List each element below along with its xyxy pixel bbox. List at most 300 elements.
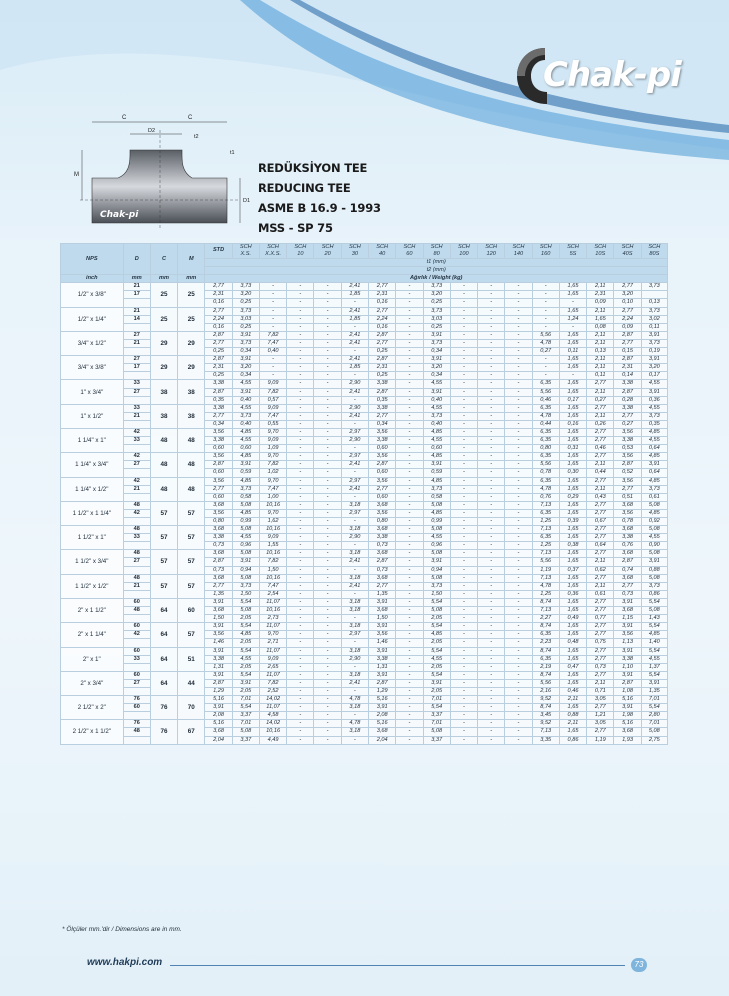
value-cell: 1,65 [559,671,586,679]
value-cell: 0,62 [587,566,614,574]
value-cell: 1,31 [205,663,232,671]
d-cell: 42 [123,453,150,461]
value-cell: 4,55 [423,534,450,542]
value-cell: 3,68 [369,550,396,558]
d-cell: 21 [123,339,150,347]
value-cell: 3,91 [641,461,667,469]
value-cell: 7,47 [259,485,286,493]
value-cell: 3,73 [232,339,259,347]
value-cell: 7,01 [641,696,667,704]
value-cell: 5,56 [532,679,559,687]
brand-logo-text: Chak-pi [543,55,681,95]
d-cell: 48 [123,607,150,615]
nps-cell: 1 1/4" x 1/2" [61,477,124,501]
value-cell: 5,08 [641,501,667,509]
value-cell: - [450,323,477,331]
value-cell: - [478,704,505,712]
value-cell: 2,54 [259,590,286,598]
value-cell: 3,91 [232,331,259,339]
value-cell: 0,59 [232,469,259,477]
value-cell: - [505,720,532,728]
value-cell: 2,41 [341,485,368,493]
value-cell: 2,05 [423,687,450,695]
value-cell: 4,58 [259,712,286,720]
col-header-sch [559,244,586,259]
header-row-units [61,275,668,283]
value-cell: - [396,339,423,347]
value-cell: 1,37 [641,663,667,671]
col-header-sch [505,244,532,259]
sch-label: SCH [430,244,443,250]
value-cell: - [505,574,532,582]
value-cell: 3,38 [205,404,232,412]
value-cell: 2,77 [587,509,614,517]
value-cell: 1,65 [559,331,586,339]
value-cell: - [478,453,505,461]
value-cell: 0,39 [559,518,586,526]
value-cell: 0,27 [532,348,559,356]
m-cell: 38 [178,404,205,428]
value-cell: - [396,428,423,436]
value-cell: 3,56 [369,509,396,517]
value-cell: 2,31 [369,364,396,372]
value-cell: - [396,364,423,372]
value-cell: 2,24 [369,315,396,323]
title-standard-asme: ASME B 16.9 - 1993 [258,201,381,215]
sch-label: SCH [621,244,634,250]
value-cell: - [450,696,477,704]
value-cell: 0,27 [614,420,641,428]
value-cell: - [314,631,341,639]
col-header-sch [641,244,667,259]
c-cell: 57 [150,526,177,550]
value-cell: - [396,372,423,380]
value-cell: - [478,493,505,501]
value-cell: - [314,574,341,582]
value-cell: - [287,598,314,606]
value-cell: - [478,534,505,542]
value-cell: 4,78 [532,339,559,347]
value-cell: 1,09 [259,445,286,453]
value-cell: 1,13 [614,639,641,647]
value-cell: 2,11 [587,307,614,315]
nps-cell: 1 1/2" x 1" [61,526,124,550]
sch-label: SCH [594,244,607,250]
value-cell: 1,65 [559,412,586,420]
value-cell: 10,16 [259,607,286,615]
value-cell: 3,73 [641,283,667,291]
value-cell: 7,47 [259,412,286,420]
sch-value: X.X.S. [265,251,281,257]
table-row [61,623,668,631]
value-cell: - [259,372,286,380]
value-cell: 1,65 [559,526,586,534]
value-cell: 7,13 [532,550,559,558]
value-cell: 1,65 [559,388,586,396]
value-cell: 5,08 [423,550,450,558]
value-cell: 0,25 [369,372,396,380]
value-cell: - [341,736,368,744]
value-cell: 2,41 [341,283,368,291]
col-header-sch [287,244,314,259]
value-cell: 9,70 [259,428,286,436]
value-cell: 7,01 [232,720,259,728]
value-cell: - [505,526,532,534]
value-cell: - [341,663,368,671]
svg-text:M: M [74,172,79,178]
value-cell: 4,49 [259,736,286,744]
value-cell: 7,13 [532,728,559,736]
value-cell: 1,65 [559,582,586,590]
value-cell: - [341,469,368,477]
value-cell: - [478,307,505,315]
value-cell: 3,37 [423,736,450,744]
value-cell: - [287,339,314,347]
value-cell: 2,11 [587,461,614,469]
value-cell: 3,73 [641,582,667,590]
table-row [61,428,668,436]
value-cell: - [505,469,532,477]
value-cell: - [450,728,477,736]
sch-value: 5S [569,251,577,257]
value-cell: - [505,704,532,712]
d-cell: 48 [123,526,150,534]
value-cell: 5,08 [423,501,450,509]
value-cell: 2,05 [423,615,450,623]
value-cell: 1,25 [532,518,559,526]
value-cell: 0,51 [614,493,641,501]
nps-cell: 2" x 3/4" [61,671,124,695]
value-cell: 2,11 [587,485,614,493]
value-cell: 1,65 [559,437,586,445]
value-cell: 0,59 [423,469,450,477]
value-cell: - [505,639,532,647]
value-cell: - [478,623,505,631]
value-cell: 3,91 [232,461,259,469]
value-cell: - [478,736,505,744]
value-cell: 0,78 [532,469,559,477]
value-cell: - [450,348,477,356]
value-cell: 1,65 [559,631,586,639]
value-cell: - [396,291,423,299]
value-cell: 1,50 [369,615,396,623]
value-cell: 0,64 [641,469,667,477]
value-cell: 2,77 [369,582,396,590]
value-cell: 3,18 [341,574,368,582]
value-cell: 3,91 [614,647,641,655]
value-cell: - [314,485,341,493]
table-row [61,477,668,485]
value-cell: 6,35 [532,477,559,485]
value-cell: - [450,509,477,517]
value-cell: 6,35 [532,404,559,412]
nps-cell: 1 1/4" x 3/4" [61,453,124,477]
value-cell: 3,18 [341,598,368,606]
value-cell: 3,18 [341,647,368,655]
value-cell: 2,41 [341,582,368,590]
value-cell: 2,77 [205,485,232,493]
value-cell: 0,47 [559,663,586,671]
m-cell: 25 [178,283,205,307]
d-cell: 14 [123,315,150,323]
d-cell [123,615,150,623]
value-cell: - [450,453,477,461]
value-cell: - [341,590,368,598]
value-cell: 0,48 [559,639,586,647]
value-cell: - [478,509,505,517]
value-cell: 3,73 [423,307,450,315]
value-cell: - [505,453,532,461]
value-cell: 3,73 [232,283,259,291]
value-cell: - [450,518,477,526]
value-cell: - [341,445,368,453]
d-cell [123,639,150,647]
value-cell: 2,77 [587,631,614,639]
value-cell: 2,31 [614,364,641,372]
t1-label: t1 (mm) [205,259,668,267]
value-cell: 0,35 [641,420,667,428]
value-cell: - [287,445,314,453]
d-cell [123,712,150,720]
value-cell: 2,77 [587,380,614,388]
value-cell: 3,18 [341,501,368,509]
value-cell: 0,60 [205,493,232,501]
d-cell [123,445,150,453]
value-cell: 2,87 [369,331,396,339]
value-cell: - [396,307,423,315]
value-cell: - [287,364,314,372]
sch-label: SCH [539,244,552,250]
value-cell: 0,16 [205,299,232,307]
value-cell: 5,08 [423,574,450,582]
value-cell: - [396,542,423,550]
c-cell: 64 [150,598,177,622]
value-cell: 2,90 [341,404,368,412]
value-cell: - [505,404,532,412]
value-cell: - [478,598,505,606]
value-cell: - [259,291,286,299]
value-cell: - [396,639,423,647]
value-cell: - [478,364,505,372]
d-cell: 21 [123,412,150,420]
value-cell: - [314,356,341,364]
value-cell: - [450,566,477,574]
value-cell: 3,56 [614,428,641,436]
value-cell: 2,05 [423,663,450,671]
value-cell: 7,82 [259,679,286,687]
c-cell: 57 [150,501,177,525]
value-cell: 3,56 [205,631,232,639]
sch-value: 140 [513,251,524,257]
value-cell: 5,56 [532,331,559,339]
value-cell: 0,60 [423,445,450,453]
value-cell: - [478,501,505,509]
value-cell: 2,77 [205,412,232,420]
sch-value: 20 [324,251,331,257]
value-cell: - [314,299,341,307]
value-cell: 3,68 [614,550,641,558]
value-cell: - [287,687,314,695]
value-cell: 0,80 [205,518,232,526]
value-cell: - [505,558,532,566]
value-cell: - [287,291,314,299]
value-cell: 5,54 [232,623,259,631]
value-cell: 1,08 [614,687,641,695]
value-cell: 0,17 [641,372,667,380]
value-cell: 1,65 [559,679,586,687]
m-cell: 29 [178,356,205,380]
value-cell: 11,07 [259,623,286,631]
d-cell [123,420,150,428]
nps-cell: 2" x 1" [61,647,124,671]
c-cell: 76 [150,696,177,720]
nps-cell: 1 1/2" x 1/2" [61,574,124,598]
value-cell: - [450,396,477,404]
value-cell: - [314,679,341,687]
value-cell: 1,10 [614,663,641,671]
col-header-sch [450,244,477,259]
value-cell: - [478,380,505,388]
value-cell: 0,60 [205,445,232,453]
value-cell: 3,18 [341,526,368,534]
c-cell: 29 [150,356,177,380]
m-cell: 38 [178,380,205,404]
value-cell: - [314,582,341,590]
value-cell: 2,77 [614,412,641,420]
d-cell: 33 [123,404,150,412]
value-cell: 2,77 [587,655,614,663]
value-cell: 2,08 [205,712,232,720]
value-cell: - [314,518,341,526]
nps-cell: 2" x 1 1/2" [61,598,124,622]
value-cell: 4,85 [423,631,450,639]
value-cell: - [450,631,477,639]
value-cell: 3,45 [532,712,559,720]
value-cell: - [396,736,423,744]
value-cell: 3,91 [641,388,667,396]
value-cell: - [396,679,423,687]
value-cell: 0,11 [559,348,586,356]
value-cell: 3,68 [614,607,641,615]
value-cell: 2,11 [587,283,614,291]
sch-value: 80S [649,251,660,257]
value-cell: 0,43 [587,493,614,501]
value-cell: 5,08 [232,574,259,582]
col-header-nps: NPS [61,244,124,275]
value-cell: - [287,712,314,720]
value-cell: - [314,647,341,655]
value-cell: 0,73 [369,542,396,550]
value-cell: - [314,728,341,736]
value-cell: 0,09 [587,299,614,307]
m-cell: 48 [178,428,205,452]
d-cell: 17 [123,364,150,372]
value-cell: - [478,655,505,663]
value-cell: - [450,485,477,493]
m-cell: 51 [178,647,205,671]
value-cell: - [396,437,423,445]
value-cell: 3,38 [205,534,232,542]
value-cell: - [314,412,341,420]
value-cell: - [314,380,341,388]
value-cell: 2,77 [369,485,396,493]
value-cell: 2,41 [341,461,368,469]
value-cell: 2,90 [341,437,368,445]
value-cell: - [396,728,423,736]
unit-mm-m: mm [178,275,205,283]
value-cell: 2,77 [614,339,641,347]
value-cell: - [287,671,314,679]
value-cell: 3,56 [614,453,641,461]
value-cell: 1,02 [259,469,286,477]
value-cell: 0,46 [587,445,614,453]
value-cell: 0,52 [614,469,641,477]
table-row [61,404,668,412]
d-cell: 21 [123,283,150,291]
value-cell: - [396,453,423,461]
value-cell: 5,54 [423,598,450,606]
value-cell: 6,35 [532,428,559,436]
value-cell: 1,31 [369,663,396,671]
d-cell: 42 [123,477,150,485]
value-cell: 3,73 [641,412,667,420]
value-cell: 2,77 [205,339,232,347]
value-cell: 1,85 [341,315,368,323]
value-cell: - [450,501,477,509]
unit-mm-c: mm [150,275,177,283]
value-cell: 0,99 [423,518,450,526]
value-cell: - [341,542,368,550]
value-cell: - [505,534,532,542]
value-cell: - [505,307,532,315]
c-cell: 25 [150,283,177,307]
value-cell: 0,86 [641,590,667,598]
value-cell: - [559,372,586,380]
value-cell: - [532,291,559,299]
value-cell: - [478,687,505,695]
value-cell: 8,74 [532,623,559,631]
value-cell: - [341,420,368,428]
value-cell: - [450,364,477,372]
value-cell: - [505,623,532,631]
value-cell: - [396,331,423,339]
d-cell [123,396,150,404]
value-cell: 2,97 [341,509,368,517]
value-cell: 3,91 [205,647,232,655]
value-cell: - [287,404,314,412]
value-cell: - [396,445,423,453]
value-cell: 4,55 [423,380,450,388]
value-cell: - [450,655,477,663]
d-cell [123,663,150,671]
value-cell: 0,40 [232,396,259,404]
value-cell: 0,25 [232,299,259,307]
m-cell: 57 [178,501,205,525]
value-cell: - [314,501,341,509]
value-cell: 3,68 [369,526,396,534]
value-cell: 2,31 [205,291,232,299]
value-cell: 2,77 [587,607,614,615]
value-cell: 0,49 [559,615,586,623]
value-cell: 1,65 [559,307,586,315]
website-link[interactable]: www.hakpi.com [87,957,163,968]
value-cell: 2,87 [369,558,396,566]
d-cell: 76 [123,696,150,704]
value-cell: - [478,412,505,420]
value-cell: - [396,647,423,655]
col-header-sch [232,244,259,259]
value-cell: 2,77 [587,534,614,542]
